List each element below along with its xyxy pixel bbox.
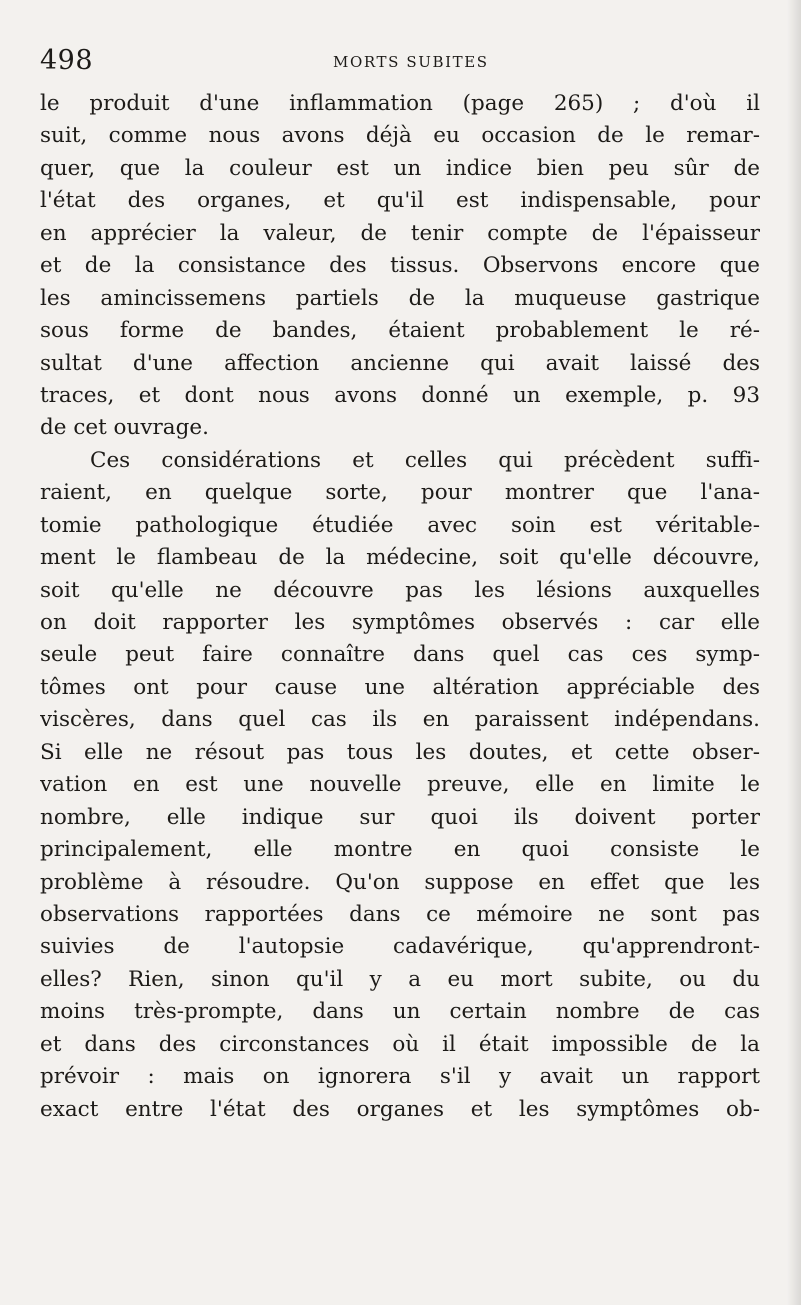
text-line: raient, en quelque sorte, pour montrer que l'ana- xyxy=(40,480,760,506)
text-line: nombre, elle indique sur quoi ils doivent porter xyxy=(40,804,760,830)
text-line: soit qu'elle ne découvre pas les lésions auxquelles xyxy=(40,577,760,603)
text-line: le produit d'une inflammation (page 265) ; d'où il xyxy=(40,91,760,116)
text-line: problème à résoudre. Qu'on suppose en effet que les xyxy=(40,869,760,895)
paragraph-1 xyxy=(40,88,760,445)
text-line: tômes ont pour cause une altération appréciable des xyxy=(40,674,760,700)
text-line: sous forme de bandes, étaient probablement le ré- xyxy=(40,318,760,344)
text-line: Si elle ne résout pas tous les doutes, et cette obser- xyxy=(40,739,760,765)
text-line: suivies de l'autopsie cadavérique, qu'apprendront- xyxy=(40,934,760,960)
running-head xyxy=(40,44,500,78)
text-line: Ces considérations et celles qui précèdent suffi- xyxy=(90,447,760,473)
text-line: vation en est une nouvelle preuve, elle en limite le xyxy=(40,772,760,798)
page-edge-shadow xyxy=(787,0,801,1305)
text-line: et de la consistance des tissus. Observons encore que xyxy=(40,253,760,279)
text-line: et dans des circonstances où il était impossible de la xyxy=(40,1031,760,1057)
text-line: tomie pathologique étudiée avec soin est véritable- xyxy=(40,512,760,538)
text-line: l'état des organes, et qu'il est indispensable, pour xyxy=(40,188,760,214)
text-line: les amincissemens partiels de la muqueuse gastrique xyxy=(40,285,760,311)
text-line: traces, et dont nous avons donné un exemple, p. 93 xyxy=(40,382,760,408)
text-line: viscères, dans quel cas ils en paraissent indépendans. xyxy=(40,707,760,733)
body-text xyxy=(40,88,760,1126)
text-line: principalement, elle montre en quoi consiste le xyxy=(40,837,760,863)
text-line: observations rapportées dans ce mémoire ne sont pas xyxy=(40,901,760,927)
text-line: suit, comme nous avons déjà eu occasion de le remar- xyxy=(40,123,760,149)
text-line: sultat d'une affection ancienne qui avait laissé des xyxy=(40,350,760,376)
text-line: en apprécier la valeur, de tenir compte de l'épaisseur xyxy=(40,220,760,246)
running-title: MORTS SUBITES xyxy=(333,53,489,71)
text-line: de cet ouvrage. xyxy=(40,415,209,441)
text-line: prévoir : mais on ignorera s'il y avait un rapport xyxy=(40,1064,760,1090)
page-number: 498 xyxy=(40,45,94,76)
text-line: exact entre l'état des organes et les symptômes ob- xyxy=(40,1096,760,1122)
text-line: ment le flambeau de la médecine, soit qu'elle découvre, xyxy=(40,545,760,571)
text-line: elles? Rien, sinon qu'il y a eu mort subite, ou du xyxy=(40,966,760,992)
text-line: seule peut faire connaître dans quel cas ces symp- xyxy=(40,642,760,668)
paragraph-2 xyxy=(40,445,760,1126)
text-line: on doit rapporter les symptômes observés : car elle xyxy=(40,610,760,635)
text-line: moins très-prompte, dans un certain nombre de cas xyxy=(40,999,760,1025)
text-line: quer, que la couleur est un indice bien peu sûr de xyxy=(40,155,760,181)
